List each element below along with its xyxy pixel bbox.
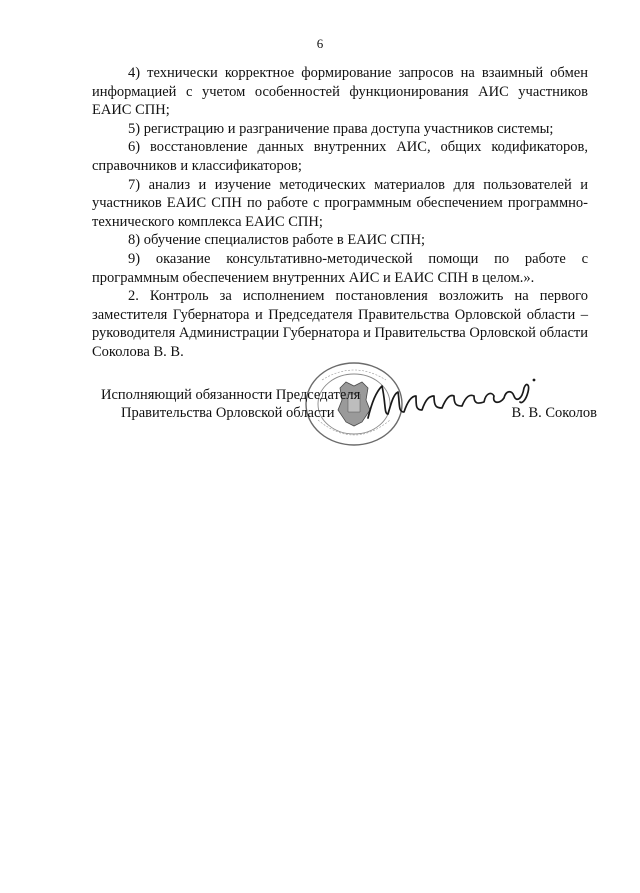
control-clause: 2. Контроль за исполнением постановления возложить на первого заместителя Губернатора и Председателя Правительства Орловской области – руководителя Администрации Губернатора и Правительства Орловской области Соколова В. В. <box>92 288 588 360</box>
list-item-7: 7) анализ и изучение методических материалов для пользователей и участников ЕАИС СПН по работе с программным обеспечением программно-технического комплекса ЕАИС СПН; <box>92 176 588 230</box>
list-item-5: 5) регистрацию и разграничение права доступа участников системы; <box>128 120 554 137</box>
list-item-6: 6) восстановление данных внутренних АИС, общих кодификаторов, справочников и классификаторов; <box>92 139 588 174</box>
page-number: 6 <box>316 36 324 51</box>
signatory-title-line1: Исполняющий обязанности Председателя <box>101 387 361 403</box>
document-body <box>92 64 588 362</box>
list-item-8: 8) обучение специалистов работе в ЕАИС СПН; <box>128 232 426 249</box>
signatory-title-line2: Правительства Орловской области <box>121 405 335 421</box>
list-item-9: 9) оказание консультативно-методической помощи по работе с программным обеспечением внутренних АИС и ЕАИС СПН в целом.». <box>92 250 588 286</box>
list-item-4: 4) технически корректное формирование запросов на взаимный обмен информацией с учетом особенностей функционирования АИС участников ЕАИС СПН; <box>92 65 588 119</box>
signature-block <box>92 360 597 450</box>
signatory-name: В. В. Соколов <box>511 405 597 421</box>
